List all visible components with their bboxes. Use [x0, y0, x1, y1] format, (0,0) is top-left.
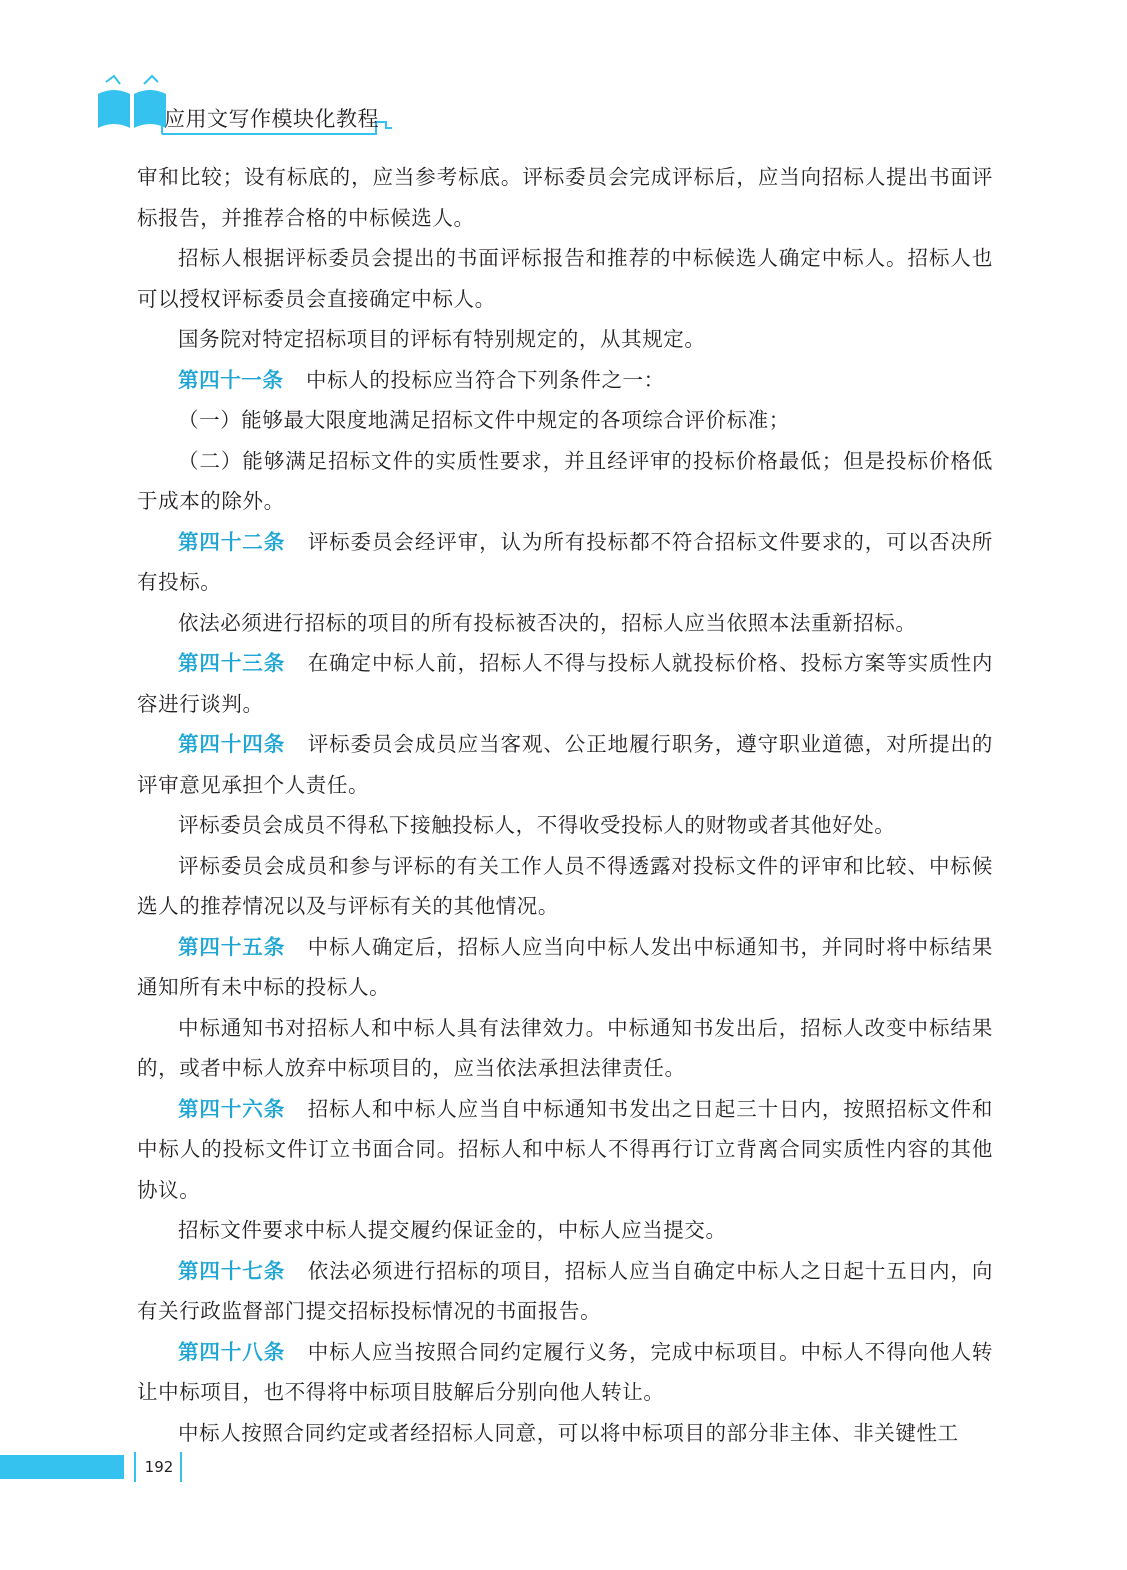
paragraph-text: 依法必须进行招标的项目的所有投标被否决的，招标人应当依照本法重新招标。 — [178, 610, 917, 635]
paragraph — [137, 238, 993, 319]
paragraph-text: 中标人按照合同约定或者经招标人同意，可以将中标项目的部分非主体、非关键性工 — [178, 1420, 959, 1445]
article-number: 第四十五条 — [178, 934, 286, 959]
paragraph-text: 中标人确定后，招标人应当向中标人发出中标通知书，并同时将中标结果通知所有未中标的投标人。 — [137, 934, 994, 999]
article-paragraph — [137, 643, 993, 724]
paragraph — [137, 1210, 993, 1251]
article-paragraph — [137, 1089, 993, 1211]
article-paragraph — [137, 724, 993, 805]
article-number: 第四十七条 — [178, 1258, 286, 1283]
article-paragraph — [137, 360, 993, 401]
paragraph-text: 评标委员会经评审，认为所有投标都不符合招标文件要求的，可以否决所有投标。 — [137, 529, 994, 594]
document-body — [137, 157, 993, 1453]
paragraph — [137, 805, 993, 846]
paragraph-text: 招标人根据评标委员会提出的书面评标报告和推荐的中标候选人确定中标人。招标人也可以授权评标委员会直接确定中标人。 — [137, 246, 993, 311]
paragraph-text: 评标委员会成员不得私下接触投标人，不得收受投标人的财物或者其他好处。 — [178, 813, 896, 837]
page-number: 192 — [144, 1458, 174, 1476]
paragraph — [137, 319, 993, 360]
paragraph-text: 中标人应当按照合同约定履行义务，完成中标项目。中标人不得向他人转让中标项目，也不得将中标项目肢解后分别向他人转让。 — [137, 1339, 994, 1404]
paragraph-text: 中标人的投标应当符合下列条件之一： — [306, 367, 665, 392]
footer-divider — [134, 1452, 136, 1482]
paragraph-text: 审和比较；设有标底的，应当参考标底。评标委员会完成评标后，应当向招标人提出书面评标报告，并推荐合格的中标候选人。 — [137, 165, 993, 230]
paragraph — [137, 400, 993, 441]
paragraph — [137, 1413, 993, 1454]
paragraph — [137, 846, 993, 927]
paragraph-text: （一）能够最大限度地满足招标文件中规定的各项综合评价标准； — [178, 408, 790, 432]
paragraph — [137, 603, 993, 644]
footer-accent-bar — [0, 1455, 124, 1479]
article-paragraph — [137, 522, 993, 603]
paragraph-text: 评标委员会成员应当客观、公正地履行职务，遵守职业道德，对所提出的评审意见承担个人责任。 — [137, 732, 994, 797]
article-number: 第四十二条 — [178, 529, 286, 554]
paragraph — [137, 157, 993, 238]
book-title: 应用文写作模块化教程 — [164, 107, 379, 131]
paragraph-text: 评标委员会成员和参与评标的有关工作人员不得透露对投标文件的评审和比较、中标候选人的推荐情况以及与评标有关的其他情况。 — [137, 853, 993, 918]
article-paragraph — [137, 927, 993, 1008]
paragraph-text: 依法必须进行招标的项目，招标人应当自确定中标人之日起十五日内，向有关行政监督部门提交招标投标情况的书面报告。 — [137, 1258, 994, 1323]
article-paragraph — [137, 1332, 993, 1413]
paragraph-text: 招标文件要求中标人提交履约保证金的，中标人应当提交。 — [178, 1218, 727, 1242]
article-number: 第四十三条 — [178, 651, 286, 675]
article-number: 第四十六条 — [178, 1096, 286, 1121]
article-number: 第四十四条 — [178, 732, 286, 756]
article-number: 第四十一条 — [178, 367, 284, 392]
paragraph-text: 国务院对特定招标项目的评标有特别规定的，从其规定。 — [178, 327, 706, 351]
paragraph — [137, 1008, 993, 1089]
paragraph-text: （二）能够满足招标文件的实质性要求，并且经评审的投标价格最低；但是投标价格低于成本的除外。 — [137, 448, 993, 513]
paragraph — [137, 441, 993, 522]
paragraph-text: 招标人和中标人应当自中标通知书发出之日起三十日内，按照招标文件和中标人的投标文件订立书面合同。招标人和中标人不得再行订立背离合同实质性内容的其他协议。 — [137, 1096, 994, 1202]
paragraph-text: 在确定中标人前，招标人不得与投标人就投标价格、投标方案等实质性内容进行谈判。 — [137, 651, 994, 716]
footer-divider — [180, 1452, 182, 1482]
paragraph-text: 中标通知书对招标人和中标人具有法律效力。中标通知书发出后，招标人改变中标结果的，或者中标人放弃中标项目的，应当依法承担法律责任。 — [137, 1015, 993, 1080]
article-paragraph — [137, 1251, 993, 1332]
article-number: 第四十八条 — [178, 1339, 286, 1364]
